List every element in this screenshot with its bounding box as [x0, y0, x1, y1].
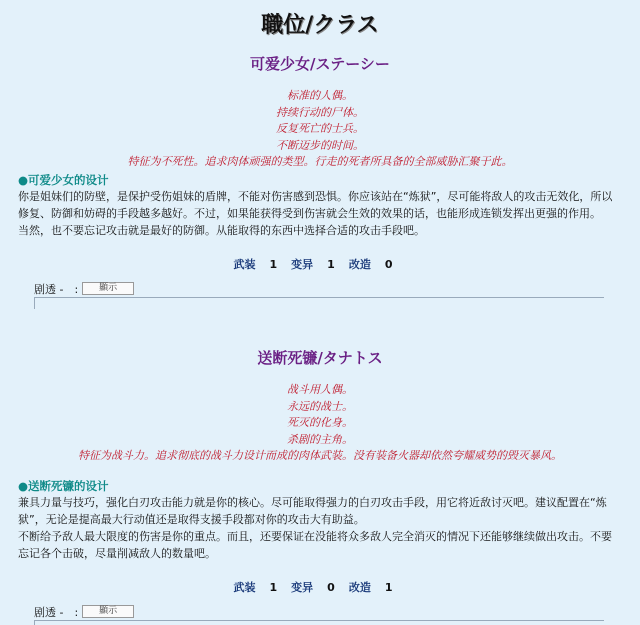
- flavor-block: [0, 382, 640, 465]
- class-title: 送断死镰/タナトス: [257, 349, 383, 367]
- flavor-line: 标准的人偶。: [287, 89, 353, 102]
- stats-row: [0, 578, 640, 598]
- page-title: 職位/クラス: [261, 13, 379, 38]
- stats-row: [0, 255, 640, 275]
- spoiler-row: [34, 281, 640, 297]
- flavor-block: [0, 88, 640, 171]
- flavor-line: 反复死亡的士兵。: [276, 122, 364, 135]
- mutation-value: 0: [327, 580, 335, 594]
- class-description: [18, 188, 622, 239]
- description-paragraph: 兼具力量与技巧，强化白刃攻击能力就是你的核心。尽可能取得强力的白刃攻击手段，用它将近敌讨灭吧。建议配置在“炼狱”，无论是提高最大行动值还是取得支援手段都对你的攻击大有助益。: [18, 495, 607, 526]
- flavor-line: 死灭的化身。: [287, 416, 353, 429]
- class-title: 可爱少女/ステーシー: [250, 55, 390, 73]
- spoiler-label: 剧透 - :: [34, 282, 79, 296]
- mutation-value: 1: [327, 257, 335, 271]
- flavor-line: 杀剧的主角。: [287, 432, 353, 446]
- flavor-line: 持续行动的尸体。: [276, 105, 364, 119]
- flavor-line: 永远的战士。: [287, 399, 353, 413]
- flavor-line: 特征为不死性。追求肉体顽强的类型。行走的死者所具备的全部威胁汇聚于此。: [127, 155, 513, 168]
- spoiler-row: [34, 604, 640, 620]
- description-paragraph: 你是姐妹们的防壁，是保护受伤姐妹的盾牌，不能对伤害感到恐惧。你应该站在“炼狱”，尽可能将敌人的攻击无效化，所以修复、防御和妨碍的手段越多越好。不过，如果能获得受到伤害就会生效的效果的话，也能形成连锁发挥出更强的作用。: [18, 189, 613, 220]
- flavor-line: 战斗用人偶。: [287, 383, 353, 396]
- spoiler-content-box: [34, 297, 604, 309]
- modification-label: 改造: [348, 580, 371, 594]
- description-paragraph: 不断给予敌人最大限度的伤害是你的重点。而且，还要保证在没能将众多敌人完全消灭的情况下还能够继续做出攻击。不要忘记各个击破，尽量削减敌人的数量吧。: [18, 529, 612, 560]
- weapon-label: 武装: [233, 257, 256, 271]
- weapon-value: 1: [269, 580, 278, 594]
- description-paragraph: 当然，也不要忘记攻击就是最好的防御。从能取得的东西中选择合适的攻击手段吧。: [18, 223, 425, 237]
- weapon-value: 1: [269, 257, 278, 271]
- modification-value: 0: [384, 257, 393, 271]
- modification-value: 1: [384, 580, 393, 594]
- mutation-label: 变异: [291, 580, 314, 594]
- flavor-line: 不断迈步的时间。: [276, 138, 364, 152]
- spoiler-show-button[interactable]: 顯示: [82, 605, 134, 618]
- spoiler-show-button[interactable]: 顯示: [82, 282, 134, 295]
- design-heading: ●可爱少女的设计: [18, 172, 109, 187]
- class-description: [18, 494, 622, 562]
- modification-label: 改造: [348, 257, 371, 271]
- flavor-line: 特征为战斗力。追求彻底的战斗力设计而成的肉体武装。没有装备火器却依然夸耀威势的毁灭暴风。: [78, 449, 562, 462]
- spoiler-content-box: [34, 620, 604, 625]
- class-section: [0, 346, 640, 625]
- weapon-label: 武装: [233, 580, 256, 594]
- spoiler-label: 剧透 - :: [34, 605, 79, 619]
- design-heading: ●送断死镰的设计: [18, 478, 109, 493]
- class-section: [0, 52, 640, 309]
- mutation-label: 变异: [291, 257, 314, 271]
